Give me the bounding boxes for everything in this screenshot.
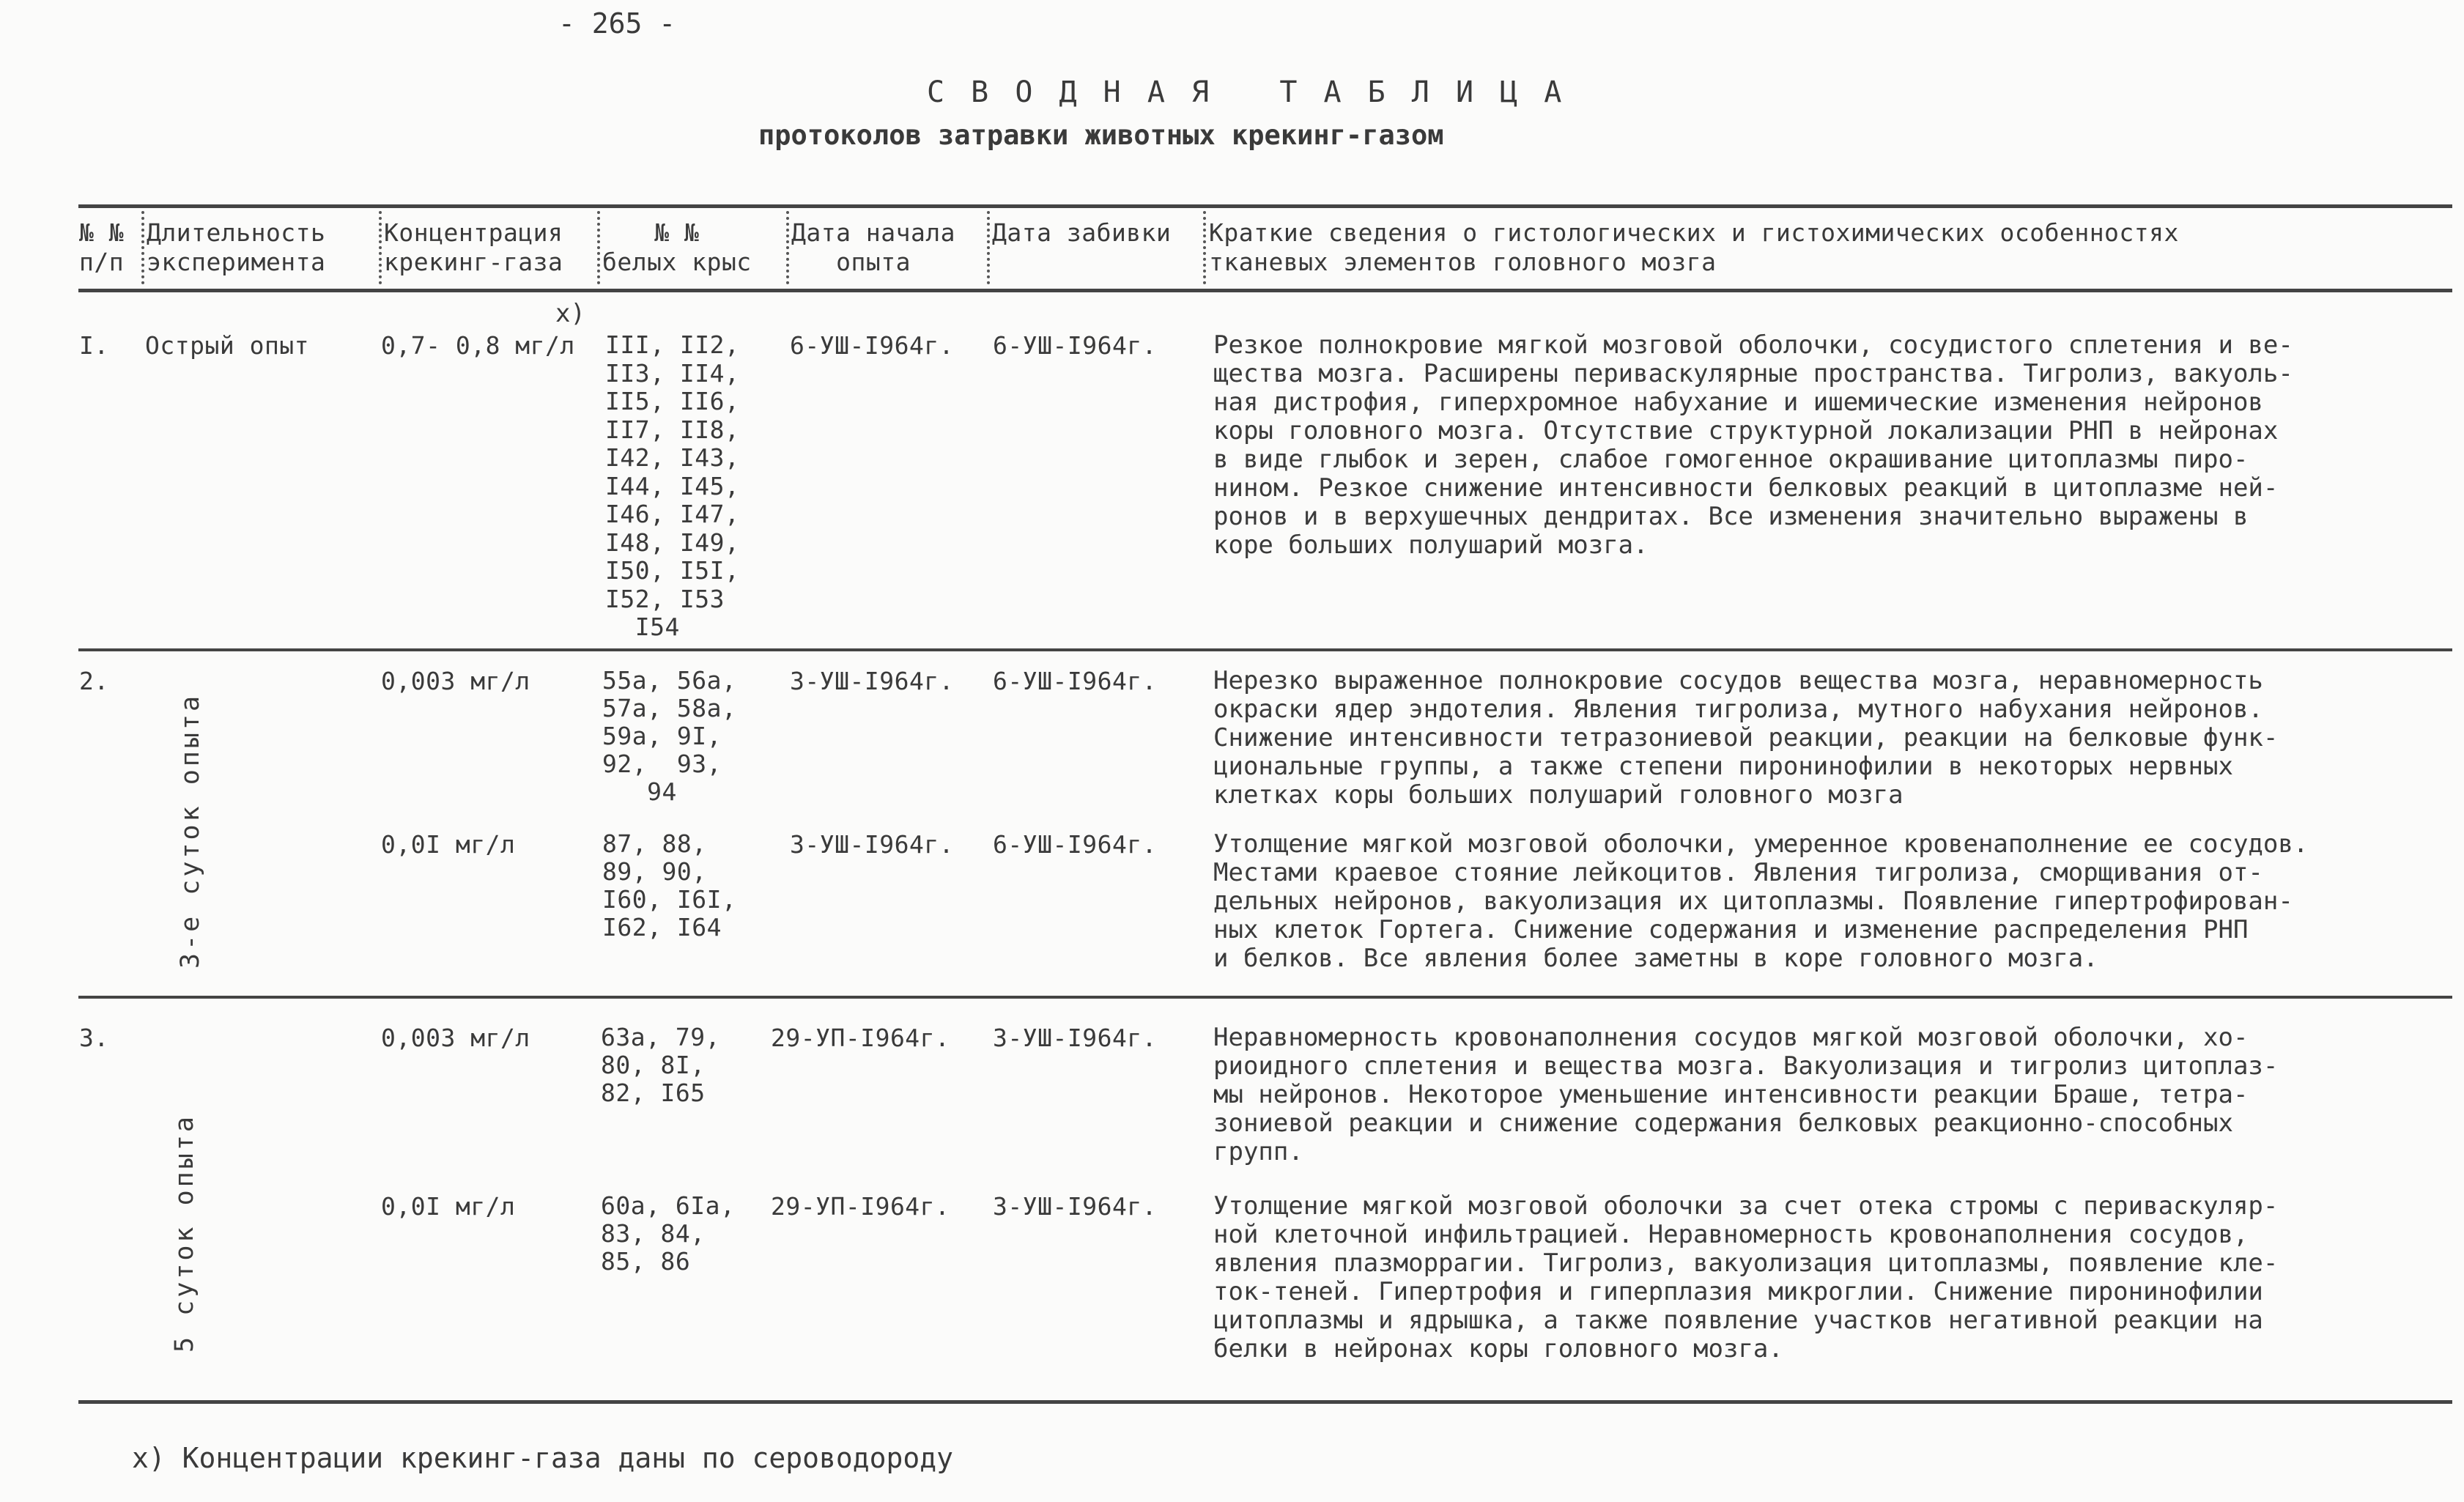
- header-number: № № п/п: [79, 218, 125, 276]
- row-end-date: 6-УШ-I964г.: [993, 331, 1158, 360]
- row-concentration: 0,0I мг/л: [381, 830, 516, 859]
- column-separator: [379, 211, 382, 284]
- row-description: Резкое полнокровие мягкой мозговой оболочки, сосудистого сплетения и ве- щества мозга. Расширены периваскулярные пространства. Тигролиз, вакуоль- ная дистрофия, гиперхромное набухание и ишемические изменения нейронов коры головного мозга. Отсутствие структурной локализации РНП в нейронах в виде глыбок и зерен, слабое гомогенное окрашивание цитоплазмы пиро- нином. Резкое снижение интенсивности белковых реакций в цитоплазме ней- ронов и в верхушечных дендритах. Все изменения значительно выражены в коре больших полушарий мозга.: [1213, 330, 2293, 560]
- header-concentration: Концентрация крекинг-газа: [384, 218, 563, 276]
- row-rats: 87, 88, 89, 90, I60, I6I, I62, I64: [602, 829, 737, 941]
- column-separator: [987, 211, 990, 284]
- column-separator: [786, 211, 789, 284]
- header-start-date: Дата начала опыта: [791, 218, 956, 276]
- row-start-date: 29-УП-I964г.: [771, 1192, 950, 1221]
- header-duration: Длительность эксперимента: [147, 218, 326, 276]
- page-number: - 265 -: [558, 7, 676, 40]
- row-number: I.: [79, 331, 109, 360]
- row-description: Утолщение мягкой мозговой оболочки за счет отека стромы с периваскуляр- ной клеточной инфильтрацией. Неравномерность кровонаполнения сосудов, явления плазморрагии. Тигролиз, вакуолизация цитоплазмы, появление кле- ток-теней. Гипертрофия и гиперплазия микроглии. Снижение пиронинофилии цитоплазмы и ядрышка, а также появление участков негативной реакции на белки в нейронах коры головного мозга.: [1213, 1191, 2279, 1364]
- row-rats: 63а, 79, 80, 8I, 82, I65: [601, 1023, 720, 1107]
- row-end-date: 3-УШ-I964г.: [993, 1192, 1158, 1221]
- header-top-rule: [78, 204, 2452, 208]
- row-end-date: 6-УШ-I964г.: [993, 830, 1158, 859]
- row-number: 2.: [79, 667, 109, 695]
- column-separator: [141, 211, 144, 284]
- table-title: С В О Д Н А Я Т А Б Л И Ц А: [927, 75, 1566, 109]
- row-concentration: 0,003 мг/л: [381, 1024, 530, 1052]
- row-concentration: 0,003 мг/л: [381, 667, 530, 695]
- row-concentration: 0,7- 0,8 мг/л: [381, 331, 575, 360]
- row-separator-rule: [78, 648, 2452, 651]
- table-subtitle: протоколов затравки животных крекинг-газом: [758, 119, 1444, 151]
- header-description: Краткие сведения о гистологических и гистохимических особенностях тканевых элементов головного мозга: [1209, 218, 2179, 276]
- row-separator-rule: [78, 996, 2452, 999]
- row-description: Неравномерность кровонаполнения сосудов мягкой мозговой оболочки, хо- риоидного сплетения и вещества мозга. Вакуолизация и тигролиз цитоплаз- мы нейронов. Некоторое уменьшение интенсивности реакции Браше, тетра- зониевой реакции и снижение содержания белковых реакционно-способных групп.: [1213, 1023, 2279, 1166]
- row-duration-vertical: 3-е суток опыта: [176, 692, 205, 969]
- header-rats: № № белых крыс: [602, 218, 752, 276]
- row-description: Утолщение мягкой мозговой оболочки, умеренное кровенаполнение ее сосудов. Местами краевое стояние лейкоцитов. Явления тигролиза, сморщивания от- дельных нейронов, вакуолизация их цитоплазмы. Появление гипертрофирован- ных клеток Гортега. Снижение содержания и изменение распределения РНП и белков. Все явления более заметны в коре головного мозга.: [1213, 829, 2309, 973]
- header-bottom-rule: [78, 289, 2452, 292]
- footnote: x) Концентрации крекинг-газа даны по сероводороду: [132, 1442, 954, 1474]
- row-duration: Острый опыт: [145, 331, 310, 360]
- row-start-date: 3-УШ-I964г.: [790, 830, 955, 859]
- row-duration-vertical: 5 суток опыта: [170, 1114, 199, 1353]
- row-end-date: 3-УШ-I964г.: [993, 1024, 1158, 1052]
- row-number: 3.: [79, 1024, 109, 1052]
- row-concentration: 0,0I мг/л: [381, 1192, 516, 1221]
- row-end-date: 6-УШ-I964г.: [993, 667, 1158, 695]
- table-bottom-rule: [78, 1400, 2452, 1404]
- header-end-date: Дата забивки: [992, 218, 1172, 247]
- row-start-date: 6-УШ-I964г.: [790, 331, 955, 360]
- footnote-marker: x): [555, 299, 585, 328]
- column-separator: [597, 211, 600, 284]
- column-separator: [1203, 211, 1206, 284]
- row-start-date: 3-УШ-I964г.: [790, 667, 955, 695]
- row-rats: 55а, 56а, 57а, 58а, 59а, 9I, 92, 93, 94: [602, 666, 737, 806]
- row-start-date: 29-УП-I964г.: [771, 1024, 950, 1052]
- row-rats: III, II2, II3, II4, II5, II6, II7, II8, I42, I43, I44, I45, I46, I47, I48, I49, I50, I5I, I52, I53 I54: [605, 330, 740, 641]
- row-rats: 60а, 6Iа, 83, 84, 85, 86: [601, 1191, 736, 1276]
- row-description: Нерезко выраженное полнокровие сосудов вещества мозга, неравномерность окраски ядер эндотелия. Явления тигролиза, мутного набухания нейронов. Снижение интенсивности тетразониевой реакции, реакции на белковые функ- циональные группы, а также степени пиронинофилии в некоторых нервных клетках коры больших полушарий головного мозга: [1213, 666, 2279, 810]
